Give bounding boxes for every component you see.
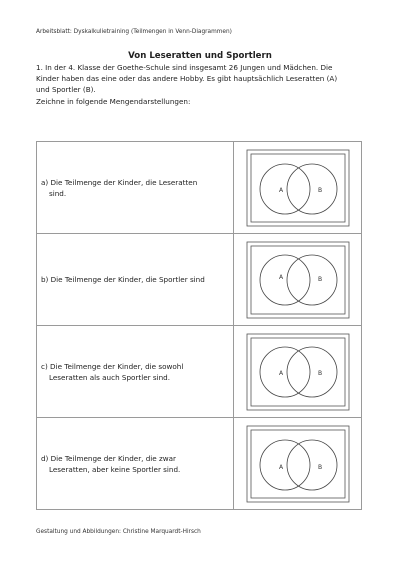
venn-diagram-svg[interactable] bbox=[246, 333, 350, 411]
universal-set-inner-frame bbox=[251, 430, 345, 498]
set-a-label: A bbox=[278, 186, 283, 194]
task-row-a bbox=[37, 142, 362, 234]
venn-diagram-c[interactable] bbox=[234, 326, 362, 418]
task-table bbox=[36, 141, 362, 510]
universal-set-frame bbox=[247, 150, 349, 226]
intro-line: Zeichne in folgende Mengendarstellungen: bbox=[36, 96, 191, 106]
universal-set-frame bbox=[247, 426, 349, 502]
venn-diagram-d[interactable] bbox=[234, 418, 362, 510]
worksheet-title: Von Leseratten und Sportlern bbox=[128, 51, 272, 61]
task-intro bbox=[36, 62, 366, 107]
task-text-d bbox=[37, 418, 234, 510]
set-b-label: B bbox=[317, 275, 322, 283]
venn-diagram-b[interactable] bbox=[234, 234, 362, 326]
universal-set-inner-frame bbox=[251, 338, 345, 406]
venn-diagram-a[interactable] bbox=[234, 142, 362, 234]
set-b-label: B bbox=[317, 186, 322, 194]
set-b-label: B bbox=[317, 463, 322, 471]
task-text-a bbox=[37, 142, 234, 234]
task-row-b bbox=[37, 234, 362, 326]
task-text-c bbox=[37, 326, 234, 418]
universal-set-frame bbox=[247, 334, 349, 410]
set-a-circle bbox=[260, 440, 310, 490]
set-a-label: A bbox=[278, 463, 283, 471]
worksheet-header: Arbeitsblatt: Dyskalkulietraining (Teilmengen in Venn-Diagrammen) bbox=[36, 29, 232, 35]
set-b-circle bbox=[287, 347, 337, 397]
intro-line: Kinder haben das eine oder das andere Hobby. Es gibt hauptsächlich Leseratten (A) bbox=[36, 74, 338, 84]
set-b-circle bbox=[287, 255, 337, 305]
worksheet-footer: Gestaltung und Abbildungen: Christine Marquardt-Hirsch bbox=[36, 529, 201, 535]
intro-line: und Sportler (B). bbox=[36, 85, 96, 95]
universal-set-inner-frame bbox=[251, 246, 345, 314]
intro-line: 1. In der 4. Klasse der Goethe-Schule sind insgesamt 26 Jungen und Mädchen. Die bbox=[36, 63, 333, 72]
set-a-circle bbox=[260, 347, 310, 397]
task-line: Leseratten, aber keine Sportler sind. bbox=[49, 464, 181, 474]
task-line: b) Die Teilmenge der Kinder, die Sportler sind bbox=[41, 275, 205, 284]
task-row-c bbox=[37, 326, 362, 418]
task-line: c) Die Teilmenge der Kinder, die sowohl bbox=[41, 361, 184, 371]
task-line: d) Die Teilmenge der Kinder, die zwar bbox=[41, 453, 176, 463]
task-text-b bbox=[37, 234, 234, 326]
task-line: sind. bbox=[49, 188, 67, 198]
universal-set-inner-frame bbox=[251, 154, 345, 222]
set-a-label: A bbox=[278, 273, 283, 281]
task-row-d bbox=[37, 418, 362, 510]
task-line: Leseratten als auch Sportler sind. bbox=[49, 372, 171, 382]
venn-diagram-svg[interactable] bbox=[246, 149, 350, 227]
venn-diagram-svg[interactable] bbox=[246, 241, 350, 319]
set-a-circle bbox=[260, 164, 310, 214]
universal-set-frame bbox=[247, 242, 349, 318]
set-b-label: B bbox=[317, 369, 322, 377]
task-line: a) Die Teilmenge der Kinder, die Leseratten bbox=[41, 177, 198, 187]
set-a-circle bbox=[260, 255, 310, 305]
set-b-circle bbox=[287, 440, 337, 490]
set-b-circle bbox=[287, 164, 337, 214]
venn-diagram-svg[interactable] bbox=[246, 425, 350, 503]
set-a-label: A bbox=[278, 369, 283, 377]
